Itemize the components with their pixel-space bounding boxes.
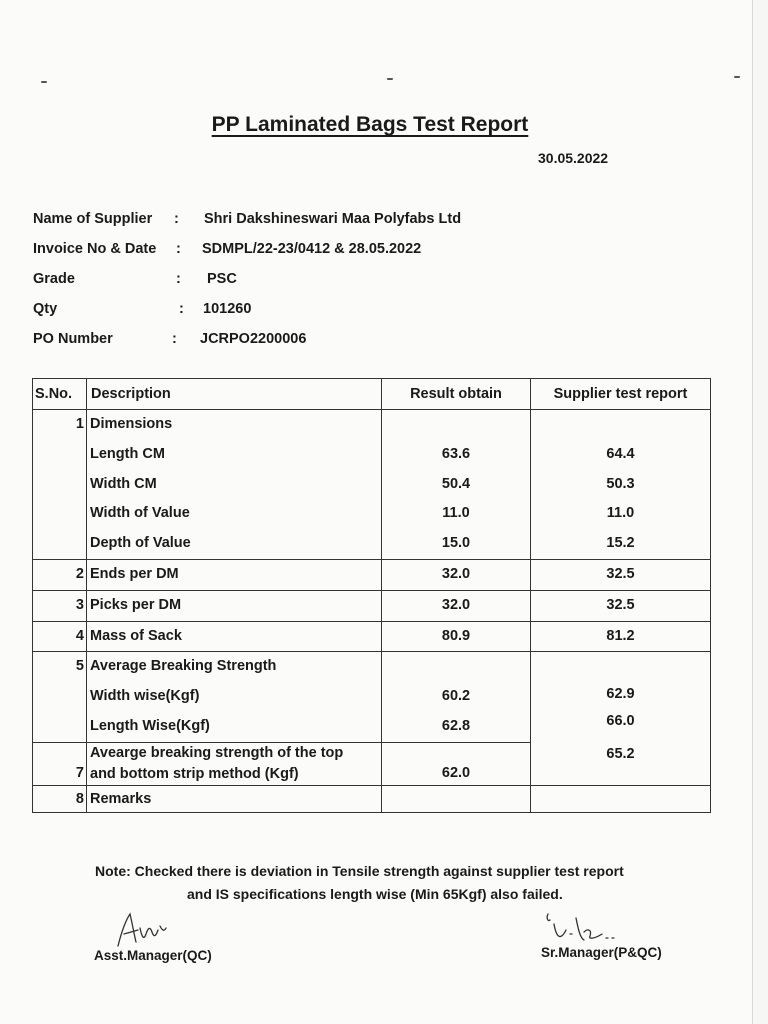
info-colon: :	[176, 241, 181, 257]
sno-value: 1	[75, 416, 84, 432]
result-value	[382, 652, 530, 682]
row-description: Width wise(Kgf)	[90, 688, 200, 705]
row-description: Average Breaking Strength	[90, 658, 277, 675]
row-description: Mass of Sack	[90, 627, 182, 644]
table-header-row	[33, 379, 711, 410]
supplier-value: 11.0	[606, 505, 635, 522]
sno-value: 3	[75, 596, 84, 613]
result-value: 50.4	[441, 475, 471, 492]
info-label: Grade	[33, 271, 75, 287]
result-value	[382, 786, 530, 812]
row-description: Length CM	[90, 445, 165, 462]
result-cell	[382, 410, 531, 560]
table-row	[33, 785, 711, 812]
supplier-value	[531, 410, 710, 440]
result-value: 63.6	[441, 445, 471, 462]
result-cell	[382, 652, 531, 742]
info-value: Shri Dakshineswari Maa Polyfabs Ltd	[204, 211, 462, 227]
sno-cell	[33, 652, 87, 742]
sno-value: 2	[75, 565, 84, 582]
scan-speck	[41, 81, 47, 83]
result-value: 11.0	[442, 505, 470, 522]
info-label: PO Number	[33, 331, 113, 347]
sno-value: 8	[75, 790, 84, 807]
result-value	[382, 410, 530, 440]
row-description: Ends per DM	[90, 565, 179, 582]
signature-left-label: Asst.Manager(QC)	[94, 948, 212, 963]
row-description-line1: Avearge breaking strength of the top	[90, 744, 344, 761]
result-value: 80.9	[441, 627, 471, 644]
info-label: Qty	[33, 301, 58, 317]
table-row	[33, 410, 711, 560]
description-cell	[87, 652, 382, 742]
supplier-value: 50.3	[606, 475, 635, 492]
note-line-2: and IS specifications length wise (Min 65Kgf) also failed.	[187, 886, 563, 902]
description-cell	[87, 410, 382, 560]
row-description-line2: and bottom strip method (Kgf)	[90, 765, 299, 782]
row-description: Width CM	[90, 475, 157, 492]
row-description: Depth of Value	[90, 535, 191, 552]
info-colon: :	[176, 271, 181, 287]
supplier-value: 65.2	[606, 745, 635, 762]
scan-speck	[734, 76, 740, 78]
row-description: Length Wise(Kgf)	[90, 717, 210, 734]
info-colon: :	[174, 211, 179, 227]
row-description: Width of Value	[90, 505, 190, 522]
result-value: 32.0	[441, 596, 471, 613]
result-value: 62.8	[441, 717, 471, 734]
signature-right-scribble	[540, 908, 620, 948]
note-line-1: Note: Checked there is deviation in Tensile strength against supplier test report	[95, 863, 624, 879]
header-result: Result obtain	[382, 379, 531, 410]
supplier-value: 15.2	[606, 535, 635, 552]
sno-value: 5	[75, 658, 84, 675]
info-label: Name of Supplier	[33, 211, 153, 227]
info-label: Invoice No & Date	[33, 241, 157, 257]
signature-right-label: Sr.Manager(P&QC)	[541, 945, 662, 960]
sno-value: 4	[75, 627, 84, 644]
row-description: Dimensions	[90, 416, 173, 432]
info-value: JCRPO2200006	[200, 331, 307, 347]
info-value: 101260	[203, 301, 252, 317]
info-colon: :	[172, 331, 177, 347]
test-results-table	[32, 378, 711, 813]
supplier-value: 81.2	[606, 627, 635, 644]
table-row	[33, 652, 711, 742]
supplier-value: 64.4	[606, 445, 635, 462]
table-row	[33, 621, 711, 652]
supplier-cell	[531, 652, 711, 785]
row-description: Picks per DM	[90, 596, 182, 613]
supplier-value: 66.0	[606, 712, 635, 729]
table-row	[33, 590, 711, 621]
supplier-value	[531, 652, 710, 682]
scan-speck	[387, 78, 393, 80]
row-description: Remarks	[90, 790, 152, 807]
info-value: PSC	[207, 271, 237, 287]
supplier-value: 32.5	[606, 565, 635, 582]
supplier-value: 62.9	[606, 686, 635, 703]
result-value: 62.0	[441, 764, 471, 781]
supplier-cell	[531, 410, 711, 560]
table-row	[33, 559, 711, 590]
signature-left-scribble	[110, 908, 170, 953]
header-sno: S.No.	[33, 379, 87, 410]
header-supplier: Supplier test report	[531, 379, 711, 410]
info-value: SDMPL/22-23/0412 & 28.05.2022	[202, 241, 422, 257]
result-value: 32.0	[441, 565, 471, 582]
report-title: PP Laminated Bags Test Report	[211, 113, 529, 136]
sno-value: 7	[75, 764, 84, 781]
result-value: 60.2	[441, 688, 471, 705]
supplier-value	[531, 786, 710, 812]
report-date: 30.05.2022	[538, 150, 609, 166]
result-value: 15.0	[441, 535, 471, 552]
info-colon: :	[179, 301, 184, 317]
sno-cell	[33, 410, 87, 560]
header-description: Description	[87, 379, 382, 410]
supplier-value: 32.5	[606, 596, 635, 613]
